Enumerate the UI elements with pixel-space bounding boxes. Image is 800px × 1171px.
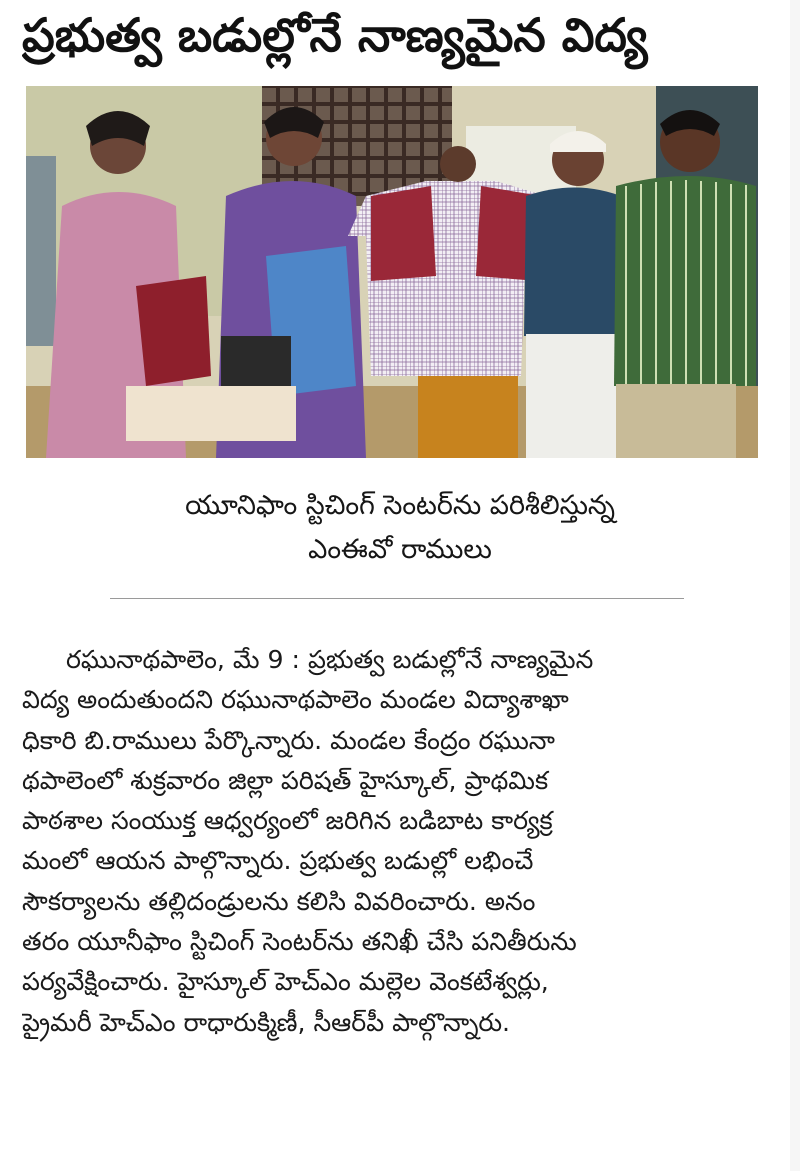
caption-divider — [110, 598, 684, 599]
body-line: తరం యూనీఫాం స్టిచింగ్ సెంటర్‌ను తనిఖీ చేసి పనితీరును — [22, 927, 577, 957]
body-line: సౌకర్యాలను తల్లిదండ్రులను కలిసి వివరించారు. అనం — [22, 886, 536, 916]
article-body — [22, 640, 766, 1043]
body-line: పర్యవేక్షించారు. హైస్కూల్ హెచ్‌ఎం మల్లెల వెంకటేశ్వర్లు, — [22, 967, 549, 997]
body-line: థపాలెంలో శుక్రవారం జిల్లా పరిషత్ హైస్కూల్, ప్రాథమిక — [22, 765, 549, 795]
photo-caption — [40, 484, 760, 572]
photo-caption-line-2: ఎంఈవో రాములు — [308, 534, 492, 565]
photo-caption-line-1: యూనిఫాం స్టిచింగ్ సెంటర్‌ను పరిశీలిస్తున్న — [185, 490, 615, 521]
article-headline: ప్రభుత్వ బడుల్లోనే నాణ్యమైన విద్య — [22, 8, 648, 62]
news-photo — [26, 86, 758, 458]
body-line: ప్రైమరీ హెచ్‌ఎం రాధారుక్మిణీ, సీఆర్‌పీ పాల్గొన్నారు. — [22, 1007, 511, 1037]
body-line: విద్య అందుతుందని రఘునాథపాలెం మండల విద్యాశాఖా — [22, 685, 569, 715]
page-edge — [790, 0, 800, 1171]
body-line: మంలో ఆయన పాల్గొన్నారు. ప్రభుత్వ బడుల్లో లభించే — [22, 846, 534, 876]
body-line: రఘునాథపాలెం, మే 9 : ప్రభుత్వ బడుల్లోనే నాణ్యమైన — [66, 645, 594, 674]
body-line: పాఠశాల సంయుక్త ఆధ్వర్యంలో జరిగిన బడిబాట కార్యక్ర — [22, 806, 553, 836]
body-line: ధికారి బి.రాములు పేర్కొన్నారు. మండల కేంద్రం రఘునా — [22, 725, 555, 755]
